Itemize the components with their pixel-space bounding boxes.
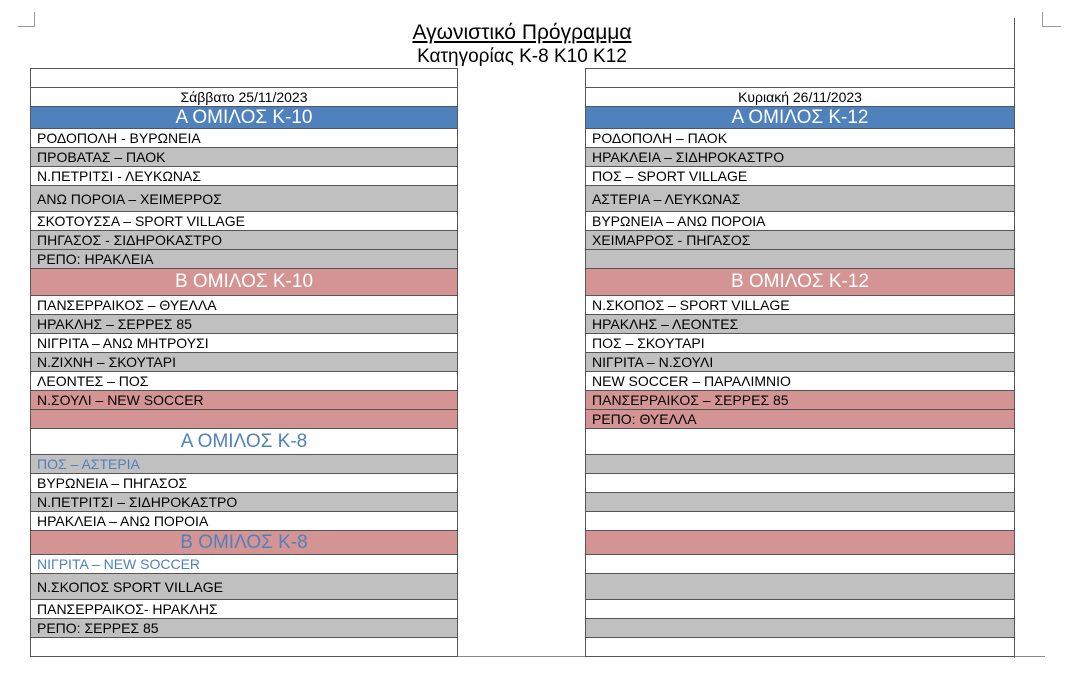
sunday-schedule-table	[585, 68, 1015, 657]
group-header-b-k12: Β ΟΜΙΛΟΣ Κ-12	[586, 269, 1014, 296]
document-title: Αγωνιστικό Πρόγραμμα	[412, 21, 632, 44]
match-row: ΗΡΑΚΛΕΙΑ – ΑΝΩ ΠΟΡΟΙΑ	[31, 512, 457, 531]
match-row: ΒΥΡΩΝΕΙΑ – ΑΝΩ ΠΟΡΟΙΑ	[586, 212, 1014, 231]
match-row: ΝΙΓΡΙΤΑ – Ν.ΣΟΥΛΙ	[586, 353, 1014, 372]
match-row: ΗΡΑΚΛΕΙΑ – ΣΙΔΗΡΟΚΑΣΤΡΟ	[586, 148, 1014, 167]
document-subtitle: Κατηγορίας Κ-8 Κ10 Κ12	[417, 46, 627, 67]
match-row: ΠΡΟΒΑΤΑΣ – ΠΑΟΚ	[31, 148, 457, 167]
blank-row	[31, 638, 457, 657]
match-row: ΠΟΣ – SPORT VILLAGE	[586, 167, 1014, 186]
match-row: ΠΑΝΣΕΡΡΑΙΚΟΣ – ΣΕΡΡΕΣ 85	[586, 391, 1014, 410]
match-row: ΡΟΔΟΠΟΛΗ – ΠΑΟΚ	[586, 129, 1014, 148]
group-header-b-k8: Β ΟΜΙΛΟΣ Κ-8	[31, 531, 457, 555]
page-corner-marker-right	[1042, 12, 1061, 27]
group-header-b-k10: Β ΟΜΙΛΟΣ Κ-10	[31, 269, 457, 296]
match-row: ΑΝΩ ΠΟΡΟΙΑ – ΧΕΙΜΕΡΡΟΣ	[31, 186, 457, 212]
blank-row	[586, 600, 1014, 619]
match-row: ΠΟΣ – ΣΚΟΥΤΑΡΙ	[586, 334, 1014, 353]
blank-row	[586, 574, 1014, 600]
blank-row	[586, 69, 1014, 88]
match-row: Ν.ΠΕΤΡΙΤΣΙ - ΛΕΥΚΩΝΑΣ	[31, 167, 457, 186]
spacer-column	[457, 68, 586, 656]
match-row: ΛΕΟΝΤΕΣ – ΠΟΣ	[31, 372, 457, 391]
match-row: ΝΙΓΡΙΤΑ – ΑΝΩ ΜΗΤΡΟΥΣΙ	[31, 334, 457, 353]
match-row: ΠΑΝΣΕΡΡΑΙΚΟΣ- ΗΡΑΚΛΗΣ	[31, 600, 457, 619]
blank-row	[586, 455, 1014, 474]
blank-row	[31, 69, 457, 88]
blank-row	[586, 531, 1014, 555]
document-title-block	[30, 18, 1015, 68]
match-row: ΝΙΓΡΙΤΑ – NEW SOCCER	[31, 555, 457, 574]
match-row: ΠΟΣ – ΑΣΤΕΡΙΑ	[31, 455, 457, 474]
match-row: ΑΣΤΕΡΙΑ – ΛΕΥΚΩΝΑΣ	[586, 186, 1014, 212]
match-row: ΣΚΟΤΟΥΣΣΑ – SPORT VILLAGE	[31, 212, 457, 231]
match-row: Ν.ΣΚΟΠΟΣ – SPORT VILLAGE	[586, 296, 1014, 315]
bye-row: ΡΕΠΟ: ΣΕΡΡΕΣ 85	[31, 619, 457, 638]
group-header-a-k8: Α ΟΜΙΛΟΣ Κ-8	[31, 429, 457, 455]
match-row: Ν.ΣΟΥΛΙ – NEW SOCCER	[31, 391, 457, 410]
bye-row: ΡΕΠΟ: ΗΡΑΚΛΕΙΑ	[31, 250, 457, 269]
match-row: NEW SOCCER – ΠΑΡΑΛΙΜΝΙΟ	[586, 372, 1014, 391]
group-header-a-k10: Α ΟΜΙΛΟΣ Κ-10	[31, 107, 457, 129]
match-row: Ν.ΣΚΟΠΟΣ SPORT VILLAGE	[31, 574, 457, 600]
blank-row	[31, 410, 457, 429]
match-row: ΡΟΔΟΠΟΛΗ - ΒΥΡΩΝΕΙΑ	[31, 129, 457, 148]
match-row: ΗΡΑΚΛΗΣ – ΛΕΟΝΤΕΣ	[586, 315, 1014, 334]
match-row: Ν.ΖΙΧΝΗ – ΣΚΟΥΤΑΡΙ	[31, 353, 457, 372]
blank-row	[586, 429, 1014, 455]
blank-row	[586, 250, 1014, 269]
match-row: ΠΗΓΑΣΟΣ - ΣΙΔΗΡΟΚΑΣΤΡΟ	[31, 231, 457, 250]
blank-row	[586, 512, 1014, 531]
match-row: ΒΥΡΩΝΕΙΑ – ΠΗΓΑΣΟΣ	[31, 474, 457, 493]
match-row: ΧΕΙΜΑΡΡΟΣ - ΠΗΓΑΣΟΣ	[586, 231, 1014, 250]
match-row: ΠΑΝΣΕΡΡΑΙΚΟΣ – ΘΥΕΛΛΑ	[31, 296, 457, 315]
blank-row	[586, 555, 1014, 574]
saturday-date: Σάββατο 25/11/2023	[31, 88, 457, 107]
match-row: ΗΡΑΚΛΗΣ – ΣΕΡΡΕΣ 85	[31, 315, 457, 334]
blank-row	[586, 638, 1014, 657]
sunday-date: Κυριακή 26/11/2023	[586, 88, 1014, 107]
bye-row: ΡΕΠΟ: ΘΥΕΛΛΑ	[586, 410, 1014, 429]
blank-row	[586, 619, 1014, 638]
group-header-a-k12: Α ΟΜΙΛΟΣ Κ-12	[586, 107, 1014, 129]
blank-row	[586, 493, 1014, 512]
saturday-schedule-table	[30, 68, 458, 657]
blank-row	[586, 474, 1014, 493]
match-row: Ν.ΠΕΤΡΙΤΣΙ – ΣΙΔΗΡΟΚΑΣΤΡΟ	[31, 493, 457, 512]
